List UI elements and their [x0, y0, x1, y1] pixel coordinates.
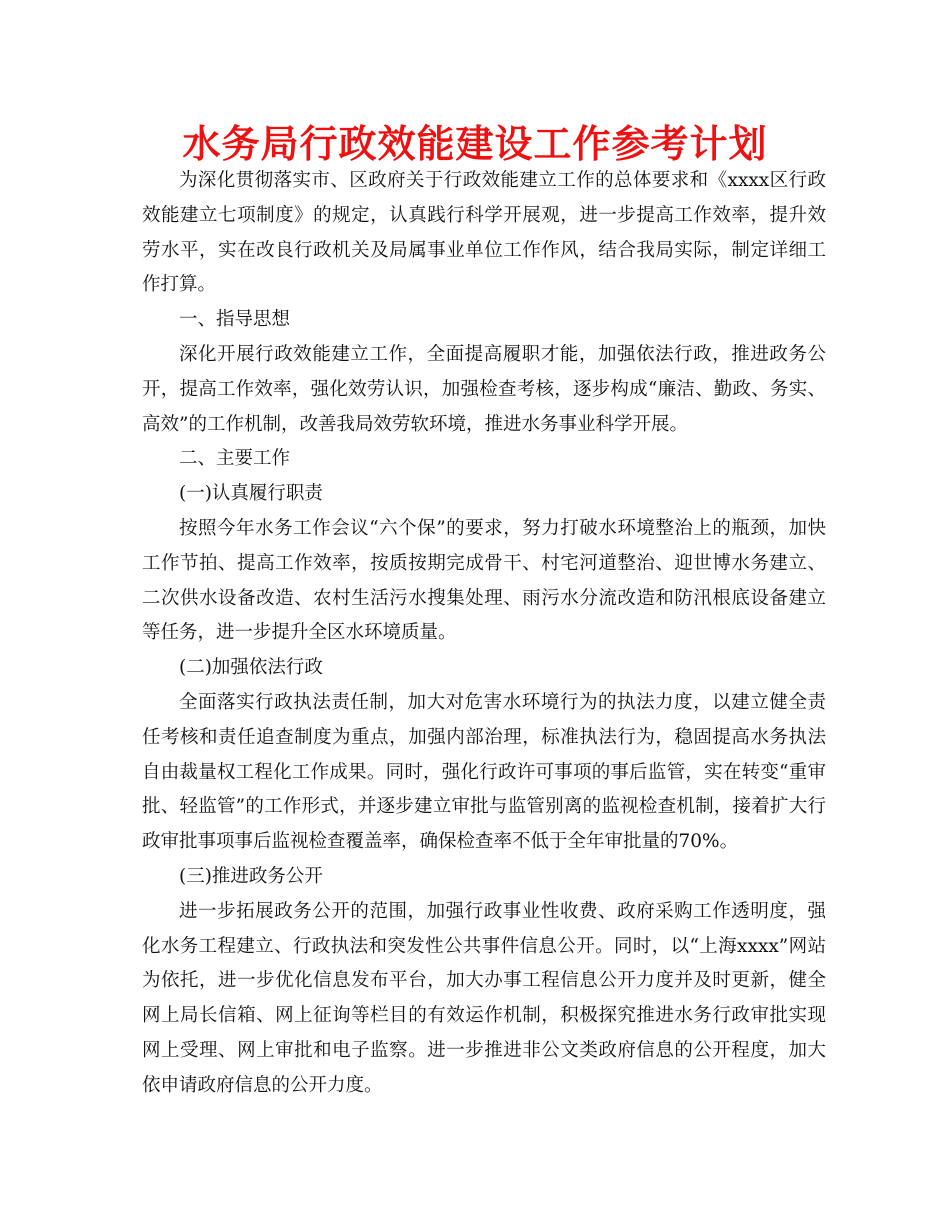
section-heading-main-work: 二、主要工作 — [179, 448, 291, 470]
guiding-ideology-paragraph: 深化开展行政效能建立工作，全面提高履职才能，加强依法行政，推进政务公开，提高工作效率，强化效劳认识，加强检查考核，逐步构成“廉洁、勤政、务实、高效”的工作机制，改善我局效劳软环境，推进水务事业科学开展。 — [142, 343, 826, 435]
section-heading-guiding-ideology: 一、指导思想 — [179, 309, 291, 331]
openness-paragraph: 进一步拓展政务公开的范围，加强行政事业性收费、政府采购工作透明度，强化水务工程建立、行政执法和突发性公共事件信息公开。同时，以“上海xxxx”网站为依托，进一步优化信息发布平台，加大办事工程信息公开力度并及时更新，健全网上局长信箱、网上征询等栏目的有效运作机制，积极探究推进水务行政审批实现网上受理、网上审批和电子监察。进一步推进非公文类政府信息的公开程度，加大依申请政府信息的公开力度。 — [142, 900, 826, 1096]
subsection-heading-openness: (三)推进政务公开 — [179, 865, 323, 887]
law-paragraph: 全面落实行政执法责任制，加大对危害水环境行为的执法力度，以建立健全责任考核和责任追查制度为重点，加强内部治理，标准执法行为，稳固提高水务执法自由裁量权工程化工作成果。同时，强化行政许可事项的事后监管，实在转变“重审批、轻监管”的工作形式，并逐步建立审批与监管别离的监视检查机制，接着扩大行政审批事项事后监视检查覆盖率，确保检查率不低于全年审批量的70%。 — [142, 691, 826, 853]
subsection-heading-law: (二)加强依法行政 — [179, 657, 323, 679]
subsection-heading-duties: (一)认真履行职责 — [179, 483, 323, 505]
document-title: 水务局行政效能建设工作参考计划 — [182, 122, 768, 166]
document-body — [142, 164, 826, 1104]
duties-paragraph: 按照今年水务工作会议“六个保”的要求，努力打破水环境整治上的瓶颈，加快工作节拍、提高工作效率，按质按期完成骨干、村宅河道整治、迎世博水务建立、二次供水设备改造、农村生活污水搜集处理、雨污水分流改造和防汛根底设备建立等任务，进一步提升全区水环境质量。 — [142, 517, 826, 644]
intro-paragraph: 为深化贯彻落实市、区政府关于行政效能建立工作的总体要求和《xxxx区行政效能建立七项制度》的规定，认真践行科学开展观，进一步提高工作效率，提升效劳水平，实在改良行政机关及局属事业单位工作作风，结合我局实际，制定详细工作打算。 — [142, 170, 826, 296]
